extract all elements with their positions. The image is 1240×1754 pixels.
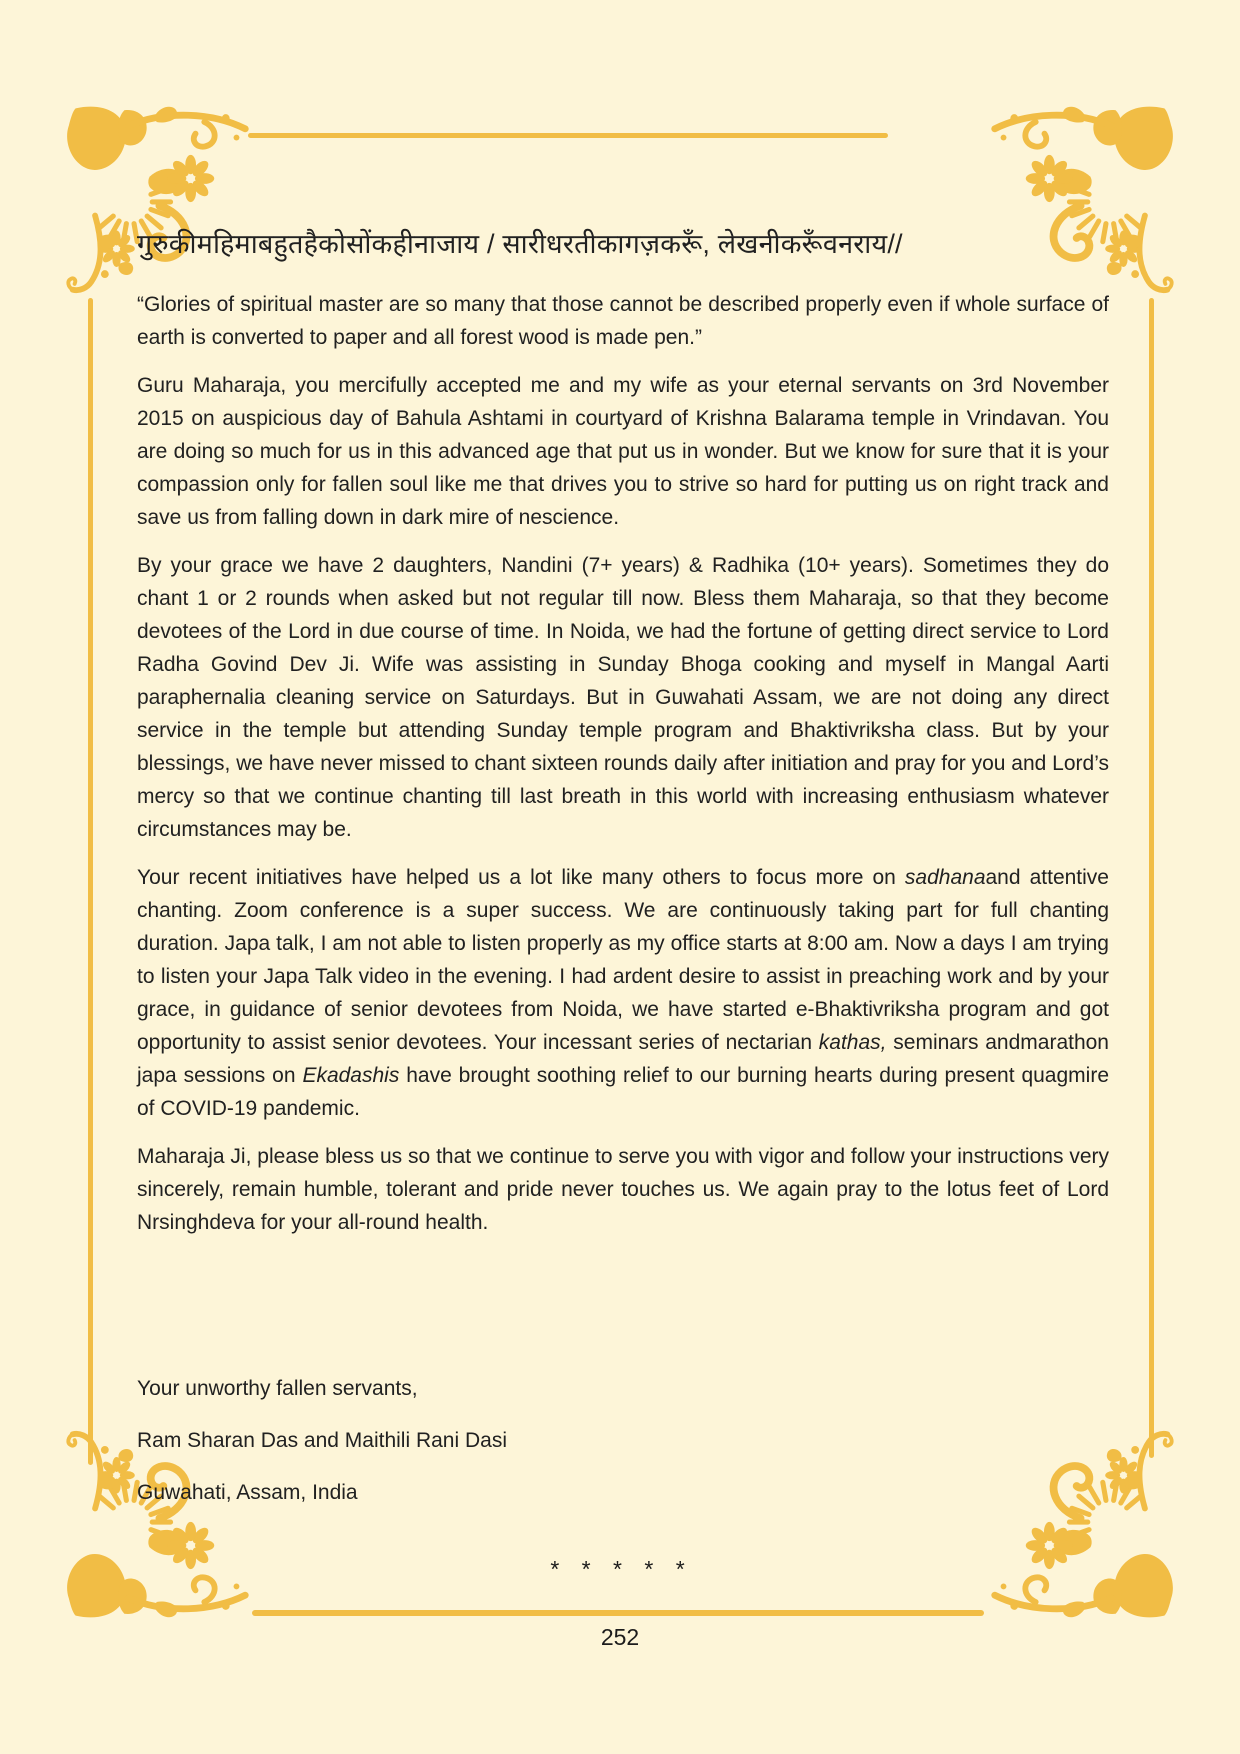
signature-closing: Your unworthy fallen servants, xyxy=(137,1377,418,1400)
text-segment: seminars andmarathon japa sessions on xyxy=(137,1030,1109,1087)
italic-term-kathas: kathas, xyxy=(818,1030,887,1054)
text-segment: have brought soothing relief to our burning hearts during present quagmire of COVID-19 pandemic. xyxy=(137,1063,1109,1120)
text-segment: Your recent initiatives have helped us a lot like many others to focus more on xyxy=(137,865,905,889)
hindi-verse-heading: गुरुकीमहिमाबहुतहैकोसोंकहीनाजाय / सारीधरतीकागज़करूँ, लेखनीकरूँवनराय// xyxy=(137,229,903,259)
paragraph-recent-initiatives xyxy=(137,861,1109,1125)
italic-term-sadhana: sadhana xyxy=(904,865,986,889)
paragraph-initiation: Guru Maharaja, you mercifully accepted me and my wife as your eternal servants on 3rd November 2015 on auspicious day of Bahula Ashtami in courtyard of Krishna Balarama temple in Vrindavan. You are doing so much for us in this advanced age that put us in wonder. But we know for sure that it is your compassion only for fallen soul like me that drives you to strive so hard for putting us on right track and save us from falling down in dark mire of nescience. xyxy=(137,373,1109,529)
frame-border-bottom xyxy=(252,1610,984,1616)
asterisk-separator: * * * * * xyxy=(550,1556,690,1582)
frame-border-top xyxy=(248,133,888,138)
italic-term-ekadashis: Ekadashis xyxy=(302,1063,400,1087)
frame-border-right xyxy=(1149,298,1154,1458)
text-segment: and attentive chanting. Zoom conference is a super success. We are continuously taking part for full chanting duration. Japa talk, I am not able to listen properly as my office starts at 8:00 am. Now a days I am trying to listen your Japa Talk video in the evening. I had ardent desire to assist in preaching work and by your grace, in guidance of senior devotees from Noida, we have started e-Bhaktivriksha program and got opportunity to assist senior devotees. Your incessant series of nectarian xyxy=(137,865,1109,1054)
signature-names: Ram Sharan Das and Maithili Rani Dasi xyxy=(137,1429,507,1452)
page-number: 252 xyxy=(600,1624,640,1650)
letter-body xyxy=(137,226,1109,1254)
paragraph-family-and-service: By your grace we have 2 daughters, Nandini (7+ years) & Radhika (10+ years). Sometimes they do chant 1 or 2 rounds when asked but not regular till now. Bless them Maharaja, so that they become devotees of the Lord in due course of time. In Noida, we had the fortune of getting direct service to Lord Radha Govind Dev Ji. Wife was assisting in Sunday Bhoga cooking and myself in Mangal Aarti paraphernalia cleaning service on Saturdays. But in Guwahati Assam, we are not doing any direct service in the temple but attending Sunday temple program and Bhaktivriksha class. But by your blessings, we have never missed to chant sixteen rounds daily after initiation and pray for you and Lord’s mercy so that we continue chanting till last breath in this world with increasing enthusiasm whatever circumstances may be. xyxy=(137,553,1109,841)
verse-translation-quote: “Glories of spiritual master are so many that those cannot be described properly even if whole surface of earth is converted to paper and all forest wood is made pen.” xyxy=(137,292,1109,349)
paragraph-blessing-request: Maharaja Ji, please bless us so that we continue to serve you with vigor and follow your instructions very sincerely, remain humble, tolerant and pride never touches us. We again pray to the lotus feet of Lord Nrsinghdeva for your all-round health. xyxy=(137,1144,1109,1234)
frame-border-left xyxy=(88,298,93,1465)
signature-location: Guwahati, Assam, India xyxy=(137,1481,358,1504)
signature-block xyxy=(137,1372,1109,1528)
